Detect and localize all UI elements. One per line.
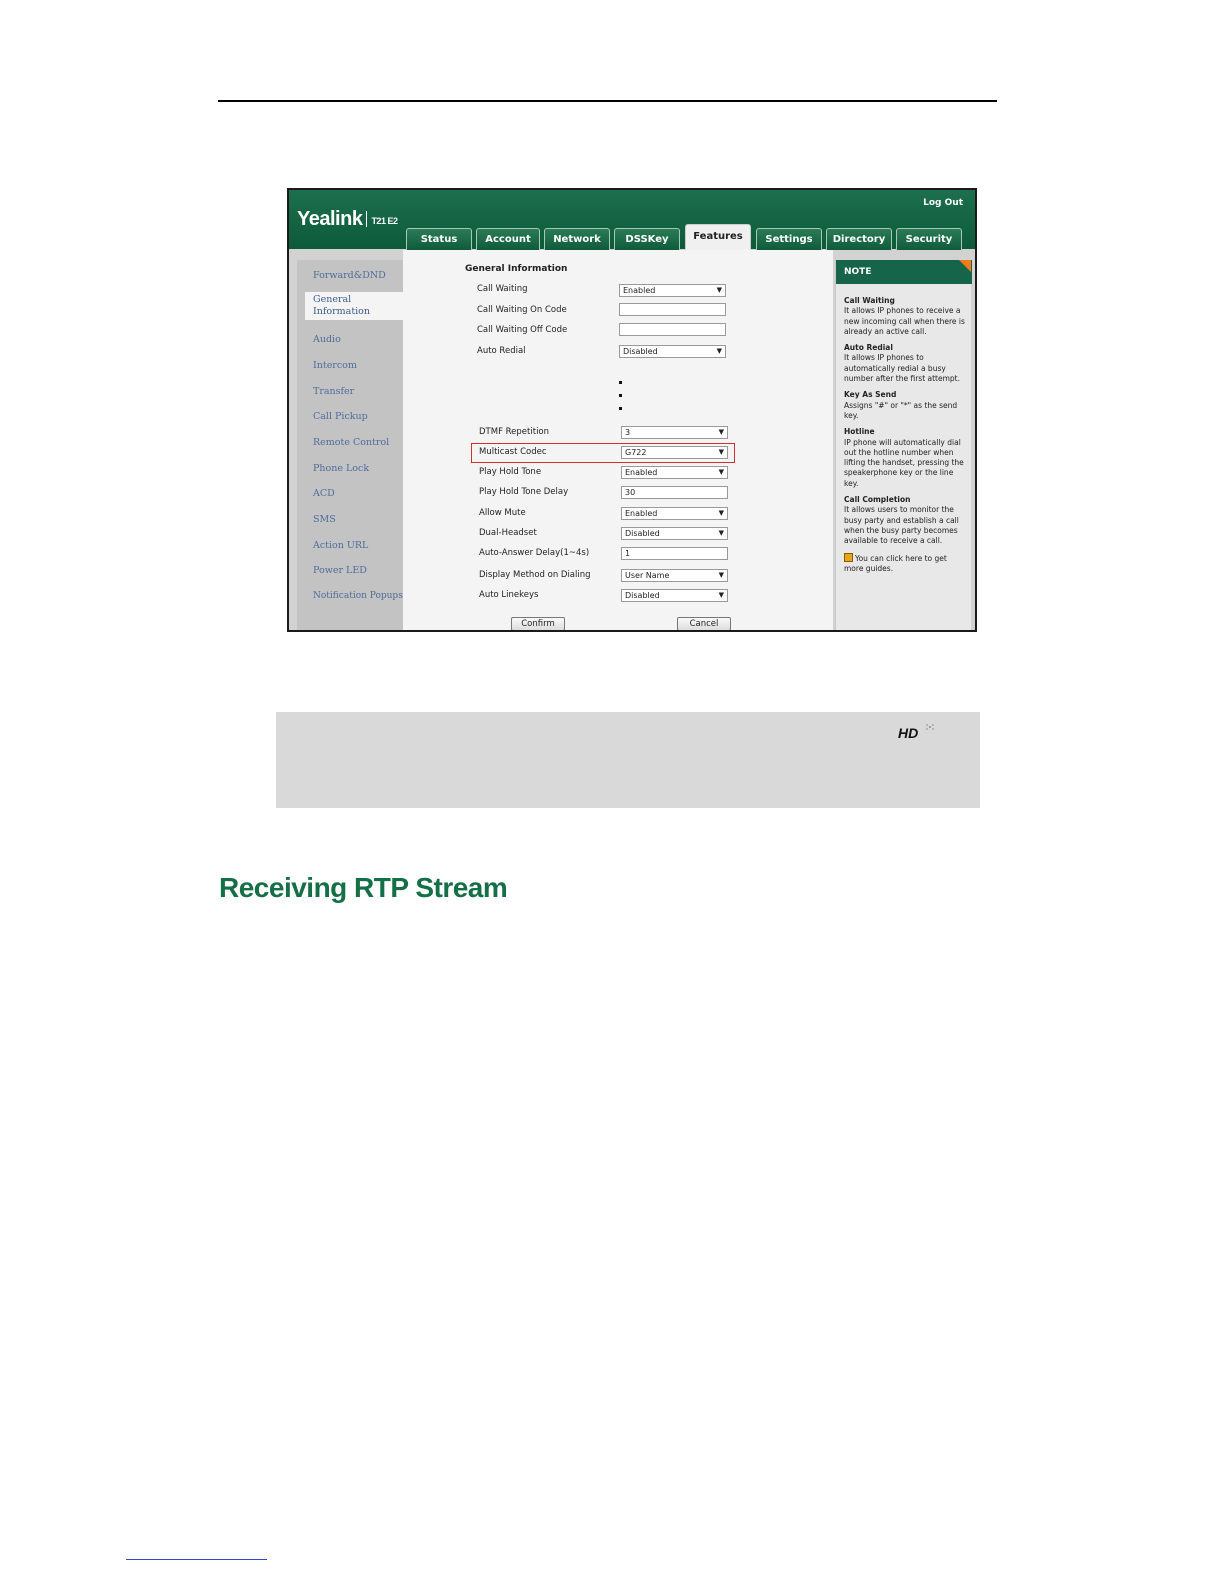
dtmf-repetition-select[interactable]: 3 ▼ — [621, 426, 728, 439]
tab-account[interactable]: Account — [476, 228, 540, 250]
chevron-down-icon: ▼ — [718, 468, 724, 476]
tab-network[interactable]: Network — [544, 228, 610, 250]
sidebar-item-intercom[interactable]: Intercom — [313, 360, 357, 371]
header-rule — [218, 100, 997, 102]
call-waiting-select[interactable]: Enabled ▼ — [619, 284, 726, 297]
tab-features[interactable]: Features — [685, 224, 751, 251]
label-allow-mute: Allow Mute — [479, 508, 526, 518]
label-display-method-on-dialing: Display Method on Dialing — [479, 570, 591, 580]
logout-link[interactable]: Log Out — [923, 198, 963, 208]
ellipsis-dot — [619, 407, 622, 410]
note-item: Call Completion It allows users to monitor the busy party and establish a call when the busy party becomes available to receive a call. — [844, 495, 959, 546]
chevron-down-icon: ▼ — [718, 428, 724, 436]
sidebar-item-transfer[interactable]: Transfer — [313, 386, 355, 397]
sidebar-item-general-information[interactable]: General Information — [305, 292, 407, 320]
auto-redial-select[interactable]: Disabled ▼ — [619, 345, 726, 358]
display-method-select[interactable]: User Name ▼ — [621, 569, 728, 582]
chevron-down-icon: ▼ — [718, 509, 724, 517]
sidebar-item-phone-lock[interactable]: Phone Lock — [313, 463, 370, 474]
label-call-waiting-on-code: Call Waiting On Code — [477, 305, 567, 315]
yealink-logo: Yealink T21 E2 — [297, 208, 398, 230]
hd-logo-icon — [897, 722, 937, 742]
play-hold-tone-delay-input[interactable]: 30 — [621, 486, 728, 499]
settings-content — [403, 250, 833, 632]
allow-mute-select[interactable]: Enabled ▼ — [621, 507, 728, 520]
label-play-hold-tone: Play Hold Tone — [479, 467, 542, 477]
chevron-down-icon: ▼ — [718, 448, 724, 456]
dual-headset-select[interactable]: Disabled ▼ — [621, 527, 728, 540]
tab-security[interactable]: Security — [896, 228, 962, 250]
label-play-hold-tone-delay: Play Hold Tone Delay — [479, 487, 569, 497]
play-hold-tone-select[interactable]: Enabled ▼ — [621, 466, 728, 479]
chevron-down-icon: ▼ — [718, 591, 724, 599]
guide-book-icon — [844, 553, 853, 562]
multicast-codec-select[interactable]: G722 ▼ — [621, 446, 728, 459]
section-title: General Information — [465, 264, 568, 274]
chevron-down-icon: ▼ — [716, 347, 722, 355]
note-corner-icon — [959, 260, 971, 272]
chevron-down-icon: ▼ — [718, 571, 724, 579]
chevron-down-icon: ▼ — [716, 286, 722, 294]
note-item: Hotline IP phone will automatically dial out the hotline number when lifting the handset, pressing the speakerphone key or the line key. — [844, 427, 964, 488]
sidebar-item-notification-popups[interactable]: Notification Popups — [313, 591, 403, 601]
sidebar — [297, 260, 403, 632]
section-heading: Receiving RTP Stream — [219, 872, 508, 903]
note-header: NOTE — [836, 260, 972, 284]
sidebar-item-call-pickup[interactable]: Call Pickup — [313, 411, 368, 422]
sidebar-item-forward-dnd[interactable]: Forward&DND — [313, 270, 386, 281]
web-ui-screenshot — [287, 188, 977, 632]
label-call-waiting-off-code: Call Waiting Off Code — [477, 325, 568, 335]
cancel-button[interactable]: Cancel — [677, 617, 731, 631]
confirm-button[interactable]: Confirm — [511, 617, 565, 631]
tab-status[interactable]: Status — [406, 228, 472, 250]
note-panel — [835, 260, 971, 632]
sidebar-item-acd[interactable]: ACD — [313, 488, 335, 499]
tab-dsskey[interactable]: DSSKey — [614, 228, 680, 250]
label-auto-answer-delay: Auto-Answer Delay(1~4s) — [479, 548, 590, 558]
sidebar-item-audio[interactable]: Audio — [313, 334, 341, 345]
note-item: Call Waiting It allows IP phones to receive a new incoming call when there is already an active call. — [844, 296, 965, 336]
auto-answer-delay-input[interactable]: 1 — [621, 547, 728, 560]
call-waiting-on-code-input[interactable] — [619, 303, 726, 316]
footer-link-underline[interactable] — [126, 1559, 267, 1560]
note-band — [276, 712, 980, 808]
sidebar-item-sms[interactable]: SMS — [313, 514, 336, 525]
ellipsis-dot — [619, 394, 622, 397]
label-multicast-codec: Multicast Codec — [479, 447, 547, 457]
label-dtmf-repetition: DTMF Repetition — [479, 427, 550, 437]
label-auto-redial: Auto Redial — [477, 346, 526, 356]
note-body — [844, 296, 968, 580]
label-call-waiting: Call Waiting — [477, 284, 528, 294]
sidebar-item-power-led[interactable]: Power LED — [313, 565, 367, 576]
tab-directory[interactable]: Directory — [826, 228, 892, 250]
app-header — [289, 190, 975, 249]
hd-logo-text: HD — [898, 725, 919, 741]
label-auto-linekeys: Auto Linekeys — [479, 590, 539, 600]
call-waiting-off-code-input[interactable] — [619, 323, 726, 336]
chevron-down-icon: ▼ — [718, 529, 724, 537]
note-item: Auto Redial It allows IP phones to automatically redial a busy number after the first attempt. — [844, 343, 960, 384]
sidebar-item-remote-control[interactable]: Remote Control — [313, 437, 390, 448]
guide-link[interactable]: You can click here to get more guides. — [844, 553, 947, 573]
auto-linekeys-select[interactable]: Disabled ▼ — [621, 589, 728, 602]
label-dual-headset: Dual-Headset — [479, 528, 537, 538]
tab-settings[interactable]: Settings — [756, 228, 822, 250]
note-item: Key As Send Assigns "#" or "*" as the send key. — [844, 390, 958, 420]
ellipsis-dot — [619, 381, 622, 384]
sidebar-item-action-url[interactable]: Action URL — [313, 540, 369, 551]
